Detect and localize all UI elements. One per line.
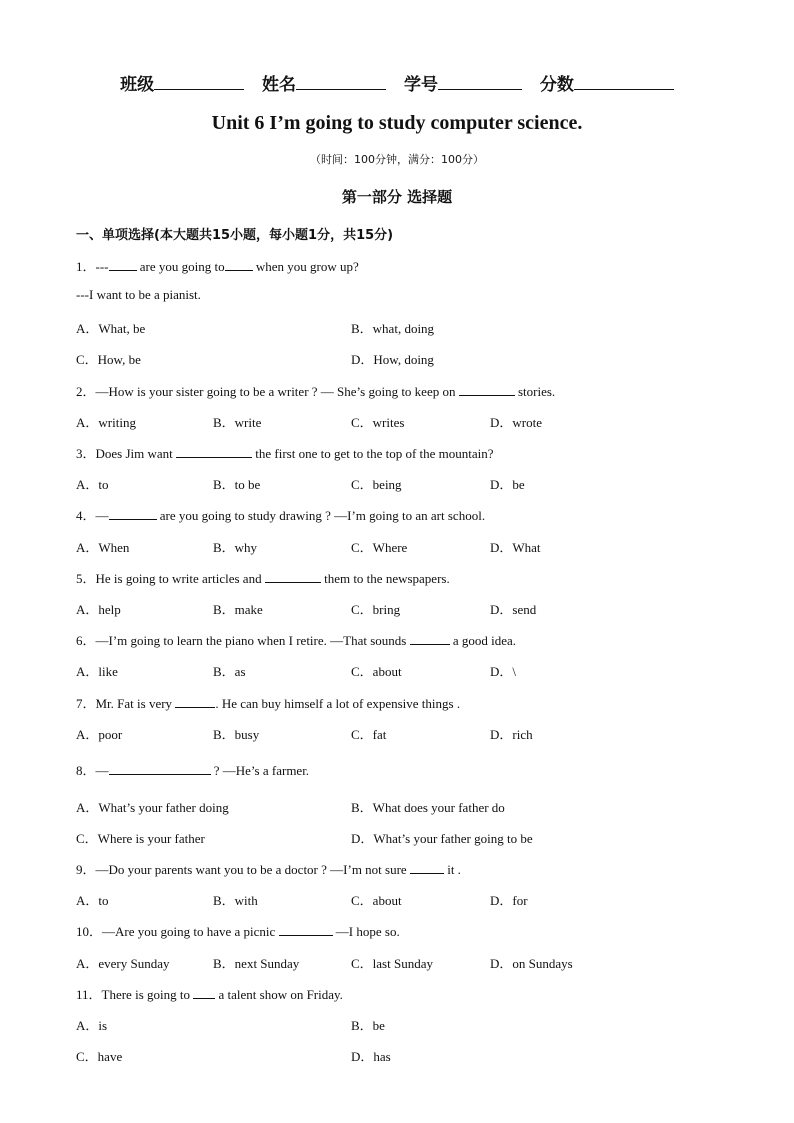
question-11 (76, 984, 343, 1003)
question-text: 3．Does Jim want (76, 446, 173, 461)
option-c[interactable]: C．last Sunday (351, 956, 433, 971)
option-d[interactable]: D．How, doing (351, 352, 434, 367)
option-b[interactable]: B．next Sunday (213, 956, 300, 971)
option-b[interactable]: B．make (213, 602, 263, 617)
option-b[interactable]: B．write (213, 415, 262, 430)
question-text: a talent show on Friday. (218, 987, 343, 1002)
answer-blank[interactable] (175, 695, 215, 708)
question-5 (76, 568, 450, 587)
answer-blank[interactable] (109, 762, 211, 775)
question-text: 8．— (76, 763, 109, 778)
option-a[interactable]: A．every Sunday (76, 956, 170, 971)
option-d[interactable]: D．for (490, 893, 528, 908)
question-4 (76, 505, 485, 524)
option-b[interactable]: B．busy (213, 727, 260, 742)
question-text: when you grow up? (255, 259, 359, 274)
option-b[interactable]: B．why (213, 540, 258, 555)
answer-blank[interactable] (109, 507, 157, 520)
option-d[interactable]: D．has (351, 1049, 391, 1064)
section-heading: 一、单项选择(本大题共15小题，每小题1分，共15分) (76, 228, 394, 243)
option-c[interactable]: C．How, be (76, 352, 141, 367)
option-a[interactable]: A．What’s your father doing (76, 800, 229, 815)
option-a[interactable]: A．poor (76, 727, 123, 742)
score-label: 分数 (539, 75, 574, 95)
question-text: 4．— (76, 508, 109, 523)
question-text: the first one to get to the top of the mountain? (255, 446, 494, 461)
question-10 (76, 921, 400, 940)
question-2 (76, 381, 555, 400)
question-7 (76, 693, 460, 712)
time-score-info: （时间：100分钟，满分：100分） (310, 153, 484, 166)
question-3 (76, 443, 494, 462)
answer-blank[interactable] (109, 258, 137, 271)
id-label: 学号 (403, 75, 438, 95)
question-text: 5．He is going to write articles and (76, 571, 262, 586)
option-d[interactable]: D．What’s your father going to be (351, 831, 533, 846)
option-c[interactable]: C．about (351, 664, 402, 679)
page-title: Unit 6 I’m going to study computer science. (211, 112, 583, 134)
option-c[interactable]: C．being (351, 477, 402, 492)
option-b[interactable]: B．as (213, 664, 246, 679)
option-c[interactable]: C．bring (351, 602, 401, 617)
score-blank[interactable] (574, 73, 674, 90)
option-c[interactable]: C．have (76, 1049, 123, 1064)
option-c[interactable]: C．fat (351, 727, 387, 742)
question-1-reply: ---I want to be a pianist. (76, 287, 201, 302)
class-blank[interactable] (154, 73, 244, 90)
question-9 (76, 859, 461, 878)
option-c[interactable]: C．Where is your father (76, 831, 205, 846)
answer-blank[interactable] (410, 632, 450, 645)
id-blank[interactable] (438, 73, 522, 90)
answer-blank[interactable] (279, 923, 333, 936)
option-b[interactable]: B．be (351, 1018, 385, 1033)
question-text: a good idea. (452, 633, 517, 648)
question-text: it . (447, 862, 461, 877)
name-blank[interactable] (296, 73, 386, 90)
option-a[interactable]: A．help (76, 602, 121, 617)
option-c[interactable]: C．about (351, 893, 402, 908)
question-text: them to the newspapers. (324, 571, 450, 586)
answer-blank[interactable] (193, 986, 215, 999)
option-c[interactable]: C．Where (351, 540, 408, 555)
question-text: 10．—Are you going to have a picnic (76, 924, 276, 939)
student-info-header (0, 70, 794, 95)
option-a[interactable]: A．to (76, 477, 109, 492)
question-text: 7．Mr. Fat is very (76, 696, 173, 711)
question-text: —I hope so. (335, 924, 400, 939)
option-a[interactable]: A．What, be (76, 321, 146, 336)
part-heading: 第一部分 选择题 (341, 188, 453, 206)
option-a[interactable]: A．is (76, 1018, 108, 1033)
question-text: . He can buy himself a lot of expensive things . (215, 696, 461, 711)
option-b[interactable]: B．what, doing (351, 321, 435, 336)
option-a[interactable]: A．When (76, 540, 130, 555)
question-text: stories. (517, 384, 556, 399)
option-d[interactable]: D．What (490, 540, 541, 555)
question-text: 9．—Do your parents want you to be a doctor ? —I’m not sure (76, 862, 407, 877)
question-text: are you going to (139, 259, 225, 274)
option-d[interactable]: D．wrote (490, 415, 542, 430)
option-d[interactable]: D．be (490, 477, 525, 492)
option-a[interactable]: A．like (76, 664, 118, 679)
option-d[interactable]: D．on Sundays (490, 956, 573, 971)
answer-blank[interactable] (225, 258, 253, 271)
question-text: --- (95, 259, 109, 274)
question-text: 2．—How is your sister going to be a writer ? — She’s going to keep on (76, 384, 456, 399)
question-number: 1． (76, 259, 96, 274)
answer-blank[interactable] (176, 445, 252, 458)
option-b[interactable]: B．to be (213, 477, 261, 492)
name-label: 姓名 (262, 75, 297, 95)
option-a[interactable]: A．to (76, 893, 109, 908)
question-text: are you going to study drawing ? —I’m going to an art school. (159, 508, 486, 523)
option-d[interactable]: D．rich (490, 727, 533, 742)
option-a[interactable]: A．writing (76, 415, 136, 430)
option-b[interactable]: B．with (213, 893, 258, 908)
answer-blank[interactable] (410, 861, 444, 874)
option-b[interactable]: B．What does your father do (351, 800, 505, 815)
answer-blank[interactable] (265, 570, 321, 583)
option-d[interactable]: D．send (490, 602, 537, 617)
question-8 (76, 760, 309, 779)
answer-blank[interactable] (459, 383, 515, 396)
class-label: 班级 (120, 75, 155, 95)
question-6 (76, 630, 516, 649)
option-c[interactable]: C．writes (351, 415, 405, 430)
question-text: ? —He’s a farmer. (213, 763, 310, 778)
question-text: 11．There is going to (76, 987, 190, 1002)
question-1 (76, 256, 359, 275)
option-d[interactable]: D．\ (490, 664, 517, 679)
question-text: 6．—I’m going to learn the piano when I retire. —That sounds (76, 633, 407, 648)
